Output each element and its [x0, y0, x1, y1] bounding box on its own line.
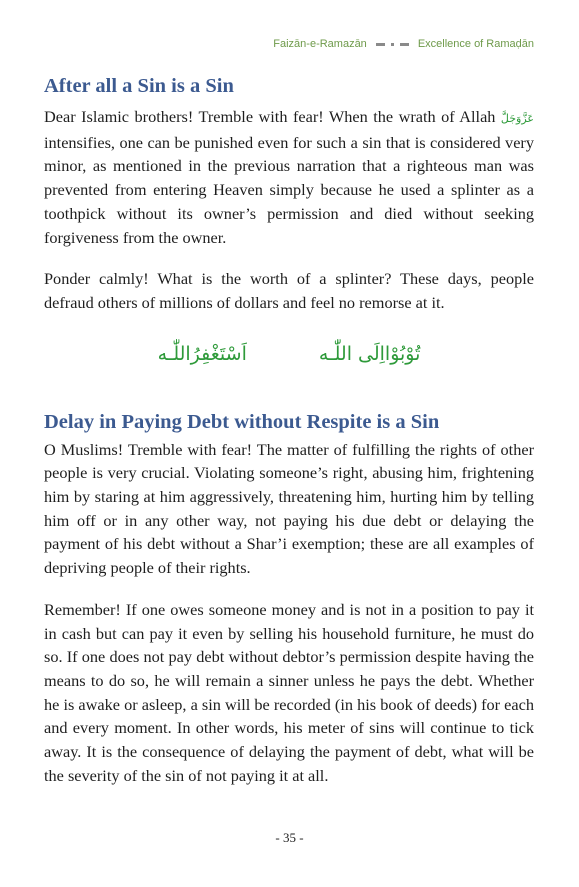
arabic-phrases-row — [44, 343, 534, 365]
paragraph-text-end: intensifies, one can be punished even for such a sin that is considered very minor, as mentioned in the previous narration that a righteous man was prevented from entering Heaven simply because he used a splinter as a toothpick without its owner’s permission and died without seeking forgiveness from the owner. — [44, 132, 534, 247]
separator-dot — [391, 43, 394, 46]
paragraph-paying-debt: Remember! If one owes someone money and is not in a position to pay it in cash but can pay it even by selling his household furniture, he must do so. If one does not pay debt without debtor’s permission despite having the means to do so, he will remain a sinner unless he pays the debt. Whether he is awake or asleep, a sin will be recorded (in his book of deeds) for each and every moment. In other words, his meter of sins will continue to tick away. It is the consequence of delaying the payment of debt, what will be the severity of the sin of not paying it at all. — [44, 599, 534, 785]
arabic-phrase-istighfar: اَسْتَغْفِرُاللّٰـه — [157, 342, 247, 365]
arabic-phrase-tawbah: تُوْبُوْااِلَى اللّٰـه — [318, 342, 421, 365]
book-title: Faizān-e-Ramazān — [273, 38, 367, 50]
header-separator — [376, 43, 409, 46]
chapter-title: Excellence of Ramaḍān — [417, 38, 534, 50]
paragraph-rights-of-people: O Muslims! Tremble with fear! The matter of fulfilling the rights of other people is very crucial. Violating someone’s right, abusing him, frightening him by staring at him aggressively, threatening him, hurting him by telling him off or in any other way, not paying his due debt or delaying the payment of his debt without a Shar’i exemption; these are all examples of depriving people of their rights. — [44, 439, 534, 578]
paragraph-text-start: Dear Islamic brothers! Tremble with fear! When the wrath of Allah — [44, 107, 501, 126]
section-heading-sin: After all a Sin is a Sin — [44, 75, 234, 97]
separator-dash-right — [400, 43, 409, 46]
page-content — [44, 72, 534, 787]
page-number: - 35 - — [275, 830, 304, 845]
running-header — [273, 38, 534, 50]
separator-dash-left — [376, 43, 385, 46]
paragraph-wrath-of-allah — [44, 105, 534, 249]
arabic-honorific: عَزَّوَجَلَّ — [500, 112, 534, 125]
section-heading-debt: Delay in Paying Debt without Respite is a Sin — [44, 410, 440, 433]
paragraph-splinter: Ponder calmly! What is the worth of a splinter? These days, people defraud others of millions of dollars and feel no remorse at it. — [44, 269, 534, 312]
